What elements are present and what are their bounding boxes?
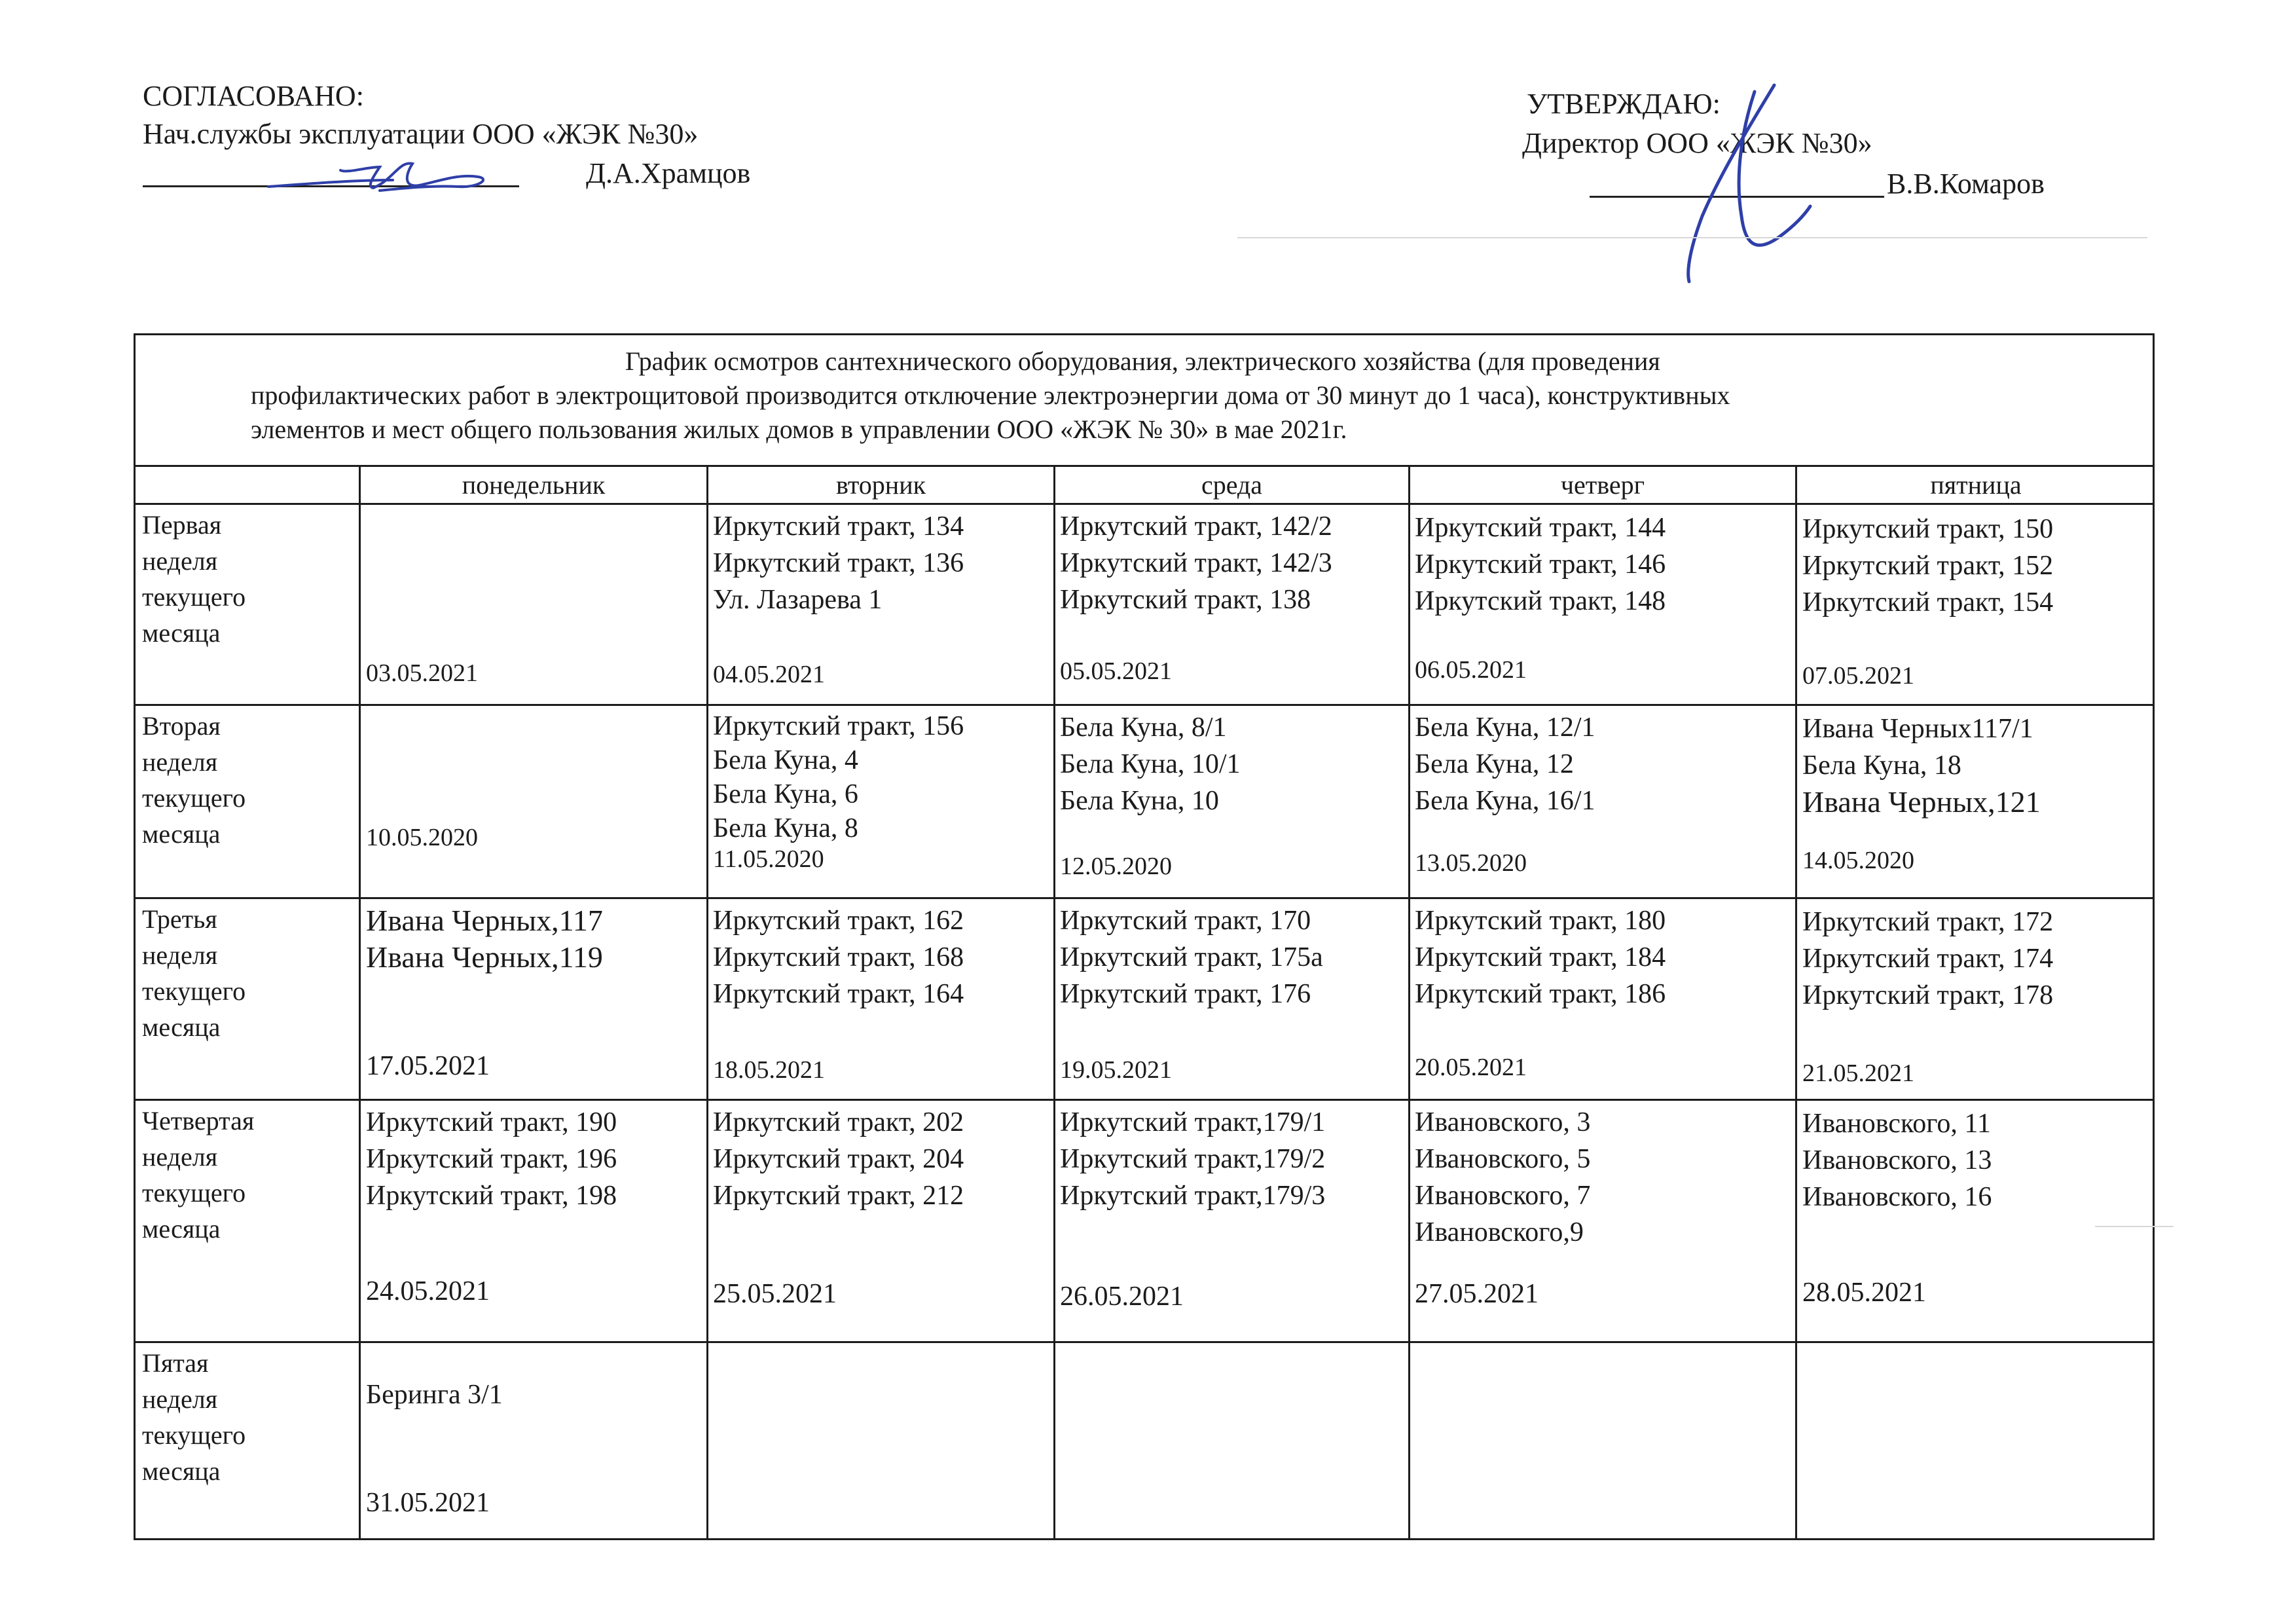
address-item: Иркутский тракт, 150 bbox=[1802, 514, 2054, 544]
address-item: Иркутский тракт, 142/2 bbox=[1060, 511, 1332, 542]
cell-date: 03.05.2021 bbox=[366, 659, 478, 687]
week-label-2: Вторая неделя текущего месяца bbox=[142, 711, 246, 849]
schedule-cell bbox=[366, 1376, 503, 1413]
schedule-cell bbox=[1802, 710, 2041, 821]
grid-line bbox=[359, 467, 361, 1538]
address-item: Иркутский тракт, 164 bbox=[713, 979, 964, 1009]
address-item: Иркутский тракт, 138 bbox=[1060, 585, 1311, 615]
signature-right-icon bbox=[1624, 72, 1820, 288]
schedule-cell bbox=[1415, 509, 1666, 619]
address-item: Иркутский тракт, 180 bbox=[1415, 906, 1666, 936]
week-label-1: Первая неделя текущего месяца bbox=[142, 510, 246, 648]
address-item: Ивановского, 5 bbox=[1415, 1144, 1591, 1174]
schedule-cell bbox=[1060, 1104, 1325, 1214]
address-item: Бела Куна, 18 bbox=[1802, 750, 1961, 781]
address-item: Беринга 3/1 bbox=[366, 1380, 503, 1410]
week-label-3: Третья неделя текущего месяца bbox=[142, 904, 246, 1042]
schedule-cell bbox=[1802, 1105, 1992, 1215]
schedule-cell bbox=[1415, 709, 1595, 819]
address-item: Иркутский тракт, 174 bbox=[1802, 944, 2054, 974]
address-item: Бела Куна, 10/1 bbox=[1060, 749, 1241, 779]
cell-date: 24.05.2021 bbox=[366, 1276, 490, 1306]
address-item: Ивановского, 11 bbox=[1802, 1109, 1991, 1139]
schedule-title bbox=[136, 335, 2153, 467]
address-item: Иркутский тракт, 178 bbox=[1802, 980, 2054, 1010]
cell-date: 31.05.2021 bbox=[366, 1488, 490, 1518]
address-item: Иркутский тракт, 146 bbox=[1415, 549, 1666, 580]
address-item: Ивановского,9 bbox=[1415, 1217, 1584, 1247]
address-item: Иркутский тракт, 162 bbox=[713, 906, 964, 936]
address-item: Иркутский тракт, 198 bbox=[366, 1181, 617, 1211]
cell-date: 27.05.2021 bbox=[1415, 1279, 1539, 1309]
address-item: Иркутский тракт, 136 bbox=[713, 548, 964, 578]
day-header-wednesday: среда bbox=[1201, 470, 1263, 500]
address-item: Иркутский тракт, 170 bbox=[1060, 906, 1311, 936]
address-item: Иркутский тракт, 186 bbox=[1415, 979, 1666, 1009]
address-item: Иркутский тракт, 184 bbox=[1415, 942, 1666, 972]
address-item: Бела Куна, 4 bbox=[713, 745, 858, 775]
cell-date: 19.05.2021 bbox=[1060, 1056, 1172, 1084]
inspection-schedule-table bbox=[134, 333, 2155, 1540]
cell-date: 14.05.2020 bbox=[1802, 847, 1914, 874]
address-item: Иркутский тракт, 142/3 bbox=[1060, 548, 1332, 578]
address-item: Ивановского, 7 bbox=[1415, 1181, 1591, 1211]
schedule-cell bbox=[1060, 709, 1241, 819]
address-item: Иркутский тракт,179/2 bbox=[1060, 1144, 1326, 1174]
grid-line bbox=[1795, 467, 1797, 1538]
cell-date: 04.05.2021 bbox=[713, 661, 825, 688]
week-label-5: Пятая неделя текущего месяца bbox=[142, 1348, 246, 1486]
schedule-cell bbox=[366, 902, 603, 976]
approver-position: Нач.службы эксплуатации ООО «ЖЭК №30» bbox=[143, 118, 699, 150]
address-item: Бела Куна, 12 bbox=[1415, 749, 1574, 779]
cell-date: 10.05.2020 bbox=[366, 824, 478, 851]
day-header-monday: понедельник bbox=[462, 470, 606, 500]
schedule-cell bbox=[713, 1104, 964, 1214]
address-item: Бела Куна, 8 bbox=[713, 813, 858, 843]
approved-heading: СОГЛАСОВАНО: bbox=[143, 80, 364, 112]
day-header-thursday: четверг bbox=[1560, 470, 1645, 500]
grid-line bbox=[136, 503, 2153, 505]
grid-line bbox=[706, 467, 708, 1538]
schedule-cell bbox=[1060, 508, 1332, 618]
grid-line bbox=[136, 1341, 2153, 1343]
address-item: Иркутский тракт, 134 bbox=[713, 511, 964, 542]
address-item: Иркутский тракт, 168 bbox=[713, 942, 964, 972]
address-item: Ивана Черных117/1 bbox=[1802, 714, 2033, 744]
schedule-cell bbox=[1415, 1104, 1590, 1251]
scan-line bbox=[2095, 1226, 2174, 1227]
address-item: Иркутский тракт, 144 bbox=[1415, 513, 1666, 543]
address-item: Иркутский тракт, 196 bbox=[366, 1144, 617, 1174]
cell-date: 26.05.2021 bbox=[1060, 1282, 1184, 1312]
address-item: Иркутский тракт, 175а bbox=[1060, 942, 1323, 972]
address-item: Ивановского, 16 bbox=[1802, 1182, 1992, 1212]
cell-date: 05.05.2021 bbox=[1060, 657, 1172, 685]
cell-date: 17.05.2021 bbox=[366, 1051, 490, 1081]
grid-line bbox=[136, 704, 2153, 706]
cell-date: 11.05.2020 bbox=[713, 845, 824, 873]
day-header-friday: пятница bbox=[1930, 470, 2022, 500]
grid-line bbox=[136, 1099, 2153, 1101]
address-item: Ивановского, 13 bbox=[1802, 1145, 1992, 1175]
title-line: профилактических работ в электрощитовой производится отключение электроэнергии дома от 30 минут до 1 часа), конструктивных bbox=[251, 380, 1730, 410]
address-item: Ивана Черных,117 bbox=[366, 904, 603, 937]
address-item: Иркутский тракт, 204 bbox=[713, 1144, 964, 1174]
schedule-cell bbox=[1060, 902, 1323, 1012]
schedule-cell bbox=[713, 902, 964, 1012]
schedule-cell bbox=[713, 508, 964, 618]
address-item: Иркутский тракт, 176 bbox=[1060, 979, 1311, 1009]
day-header-tuesday: вторник bbox=[835, 470, 926, 500]
address-item: Иркутский тракт, 152 bbox=[1802, 551, 2054, 581]
address-item: Иркутский тракт, 190 bbox=[366, 1107, 617, 1137]
address-item: Ивановского, 3 bbox=[1415, 1107, 1591, 1137]
title-line: График осмотров сантехнического оборудования, электрического хозяйства (для проведения bbox=[625, 346, 1660, 376]
director-name: В.В.Комаров bbox=[1887, 168, 2045, 200]
grid-line bbox=[1408, 467, 1410, 1538]
address-item: Иркутский тракт,179/3 bbox=[1060, 1181, 1326, 1211]
approve-heading: УТВЕРЖДАЮ: bbox=[1527, 88, 1721, 120]
address-item: Ул. Лазарева 1 bbox=[713, 585, 883, 615]
address-item: Ивана Черных,119 bbox=[366, 940, 603, 974]
address-item: Бела Куна, 8/1 bbox=[1060, 712, 1227, 743]
schedule-cell bbox=[1415, 902, 1666, 1012]
cell-date: 28.05.2021 bbox=[1802, 1278, 1926, 1308]
address-item: Иркутский тракт, 212 bbox=[713, 1181, 964, 1211]
grid-line bbox=[136, 897, 2153, 899]
address-item: Иркутский тракт, 156 bbox=[713, 711, 964, 741]
grid-line bbox=[1053, 467, 1055, 1538]
address-item: Бела Куна, 10 bbox=[1060, 786, 1219, 816]
schedule-cell bbox=[366, 1104, 617, 1214]
week-label-4: Четвертая неделя текущего месяца bbox=[142, 1106, 255, 1244]
address-item: Иркутский тракт,179/1 bbox=[1060, 1107, 1326, 1137]
address-item: Иркутский тракт, 148 bbox=[1415, 586, 1666, 616]
schedule-cell bbox=[1802, 904, 2053, 1014]
cell-date: 21.05.2021 bbox=[1802, 1060, 1914, 1087]
cell-date: 12.05.2020 bbox=[1060, 853, 1172, 880]
address-item: Бела Куна, 16/1 bbox=[1415, 786, 1595, 816]
cell-date: 18.05.2021 bbox=[713, 1056, 825, 1084]
address-item: Бела Куна, 6 bbox=[713, 779, 858, 809]
cell-date: 07.05.2021 bbox=[1802, 662, 1914, 690]
schedule-cell bbox=[713, 709, 964, 845]
title-line: элементов и мест общего пользования жилых домов в управлении ООО «ЖЭК № 30» в мае 2021г. bbox=[251, 415, 1347, 444]
cell-date: 25.05.2021 bbox=[713, 1279, 837, 1309]
cell-date: 06.05.2021 bbox=[1415, 656, 1527, 684]
schedule-cell bbox=[1802, 511, 2053, 621]
approver-name: Д.А.Храмцов bbox=[586, 157, 751, 189]
address-item: Ивана Черных,121 bbox=[1802, 785, 2041, 819]
address-item: Иркутский тракт, 172 bbox=[1802, 907, 2054, 937]
cell-date: 20.05.2021 bbox=[1415, 1054, 1527, 1081]
scan-line bbox=[1237, 237, 2147, 238]
address-item: Иркутский тракт, 154 bbox=[1802, 587, 2054, 618]
address-item: Иркутский тракт, 202 bbox=[713, 1107, 964, 1137]
director-position: Директор ООО «ЖЭК №30» bbox=[1522, 127, 1872, 159]
signature-left-icon bbox=[262, 147, 537, 206]
address-item: Бела Куна, 12/1 bbox=[1415, 712, 1595, 743]
cell-date: 13.05.2020 bbox=[1415, 849, 1527, 877]
